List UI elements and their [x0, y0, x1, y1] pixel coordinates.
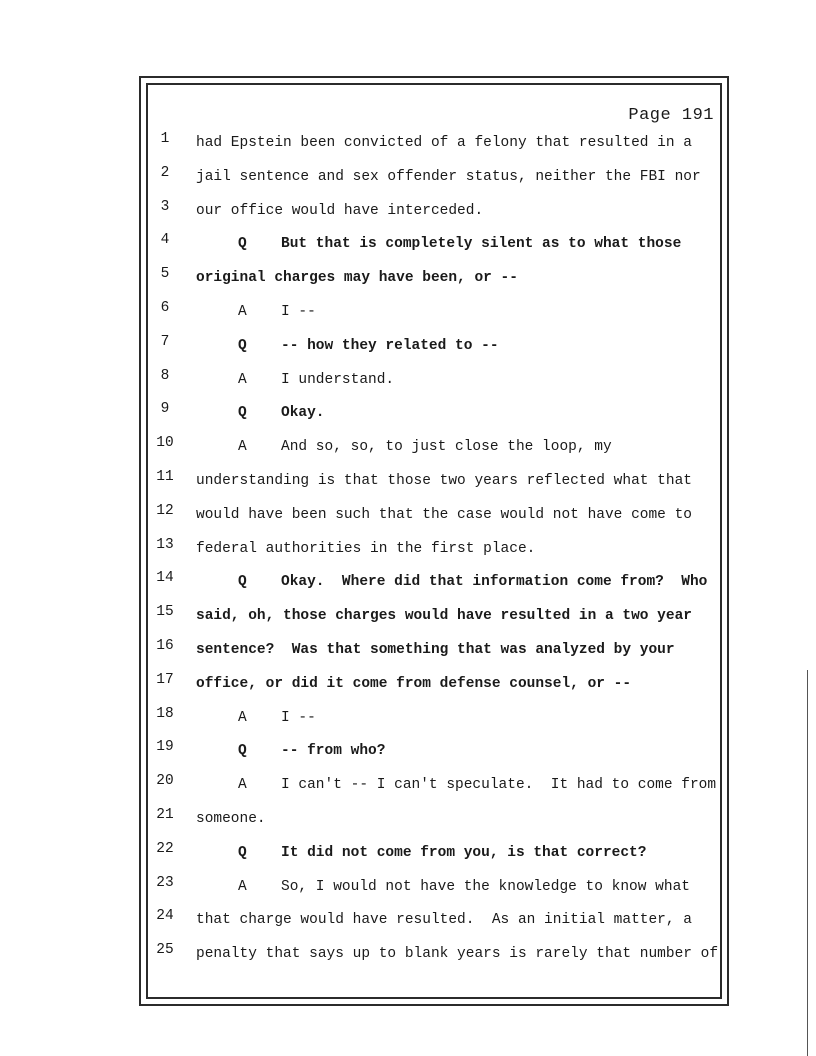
line-text: said, oh, those charges would have resulted in a two year: [196, 608, 692, 625]
line-number: 11: [156, 469, 174, 485]
question-marker: Q: [238, 337, 247, 354]
line-text: understanding is that those two years reflected what that: [196, 473, 692, 489]
answer-marker: A: [238, 777, 247, 794]
transcript-line: [0, 672, 816, 696]
line-number: 23: [156, 874, 174, 891]
line-text: -- how they related to --: [281, 337, 499, 354]
transcript-line: [0, 199, 816, 223]
line-number: 9: [160, 401, 170, 418]
transcript-line: [0, 570, 816, 594]
line-number: 3: [160, 198, 170, 215]
transcript-line: [0, 300, 816, 324]
line-number: 18: [156, 705, 174, 722]
transcript-line: [0, 334, 816, 358]
line-text: that charge would have resulted. As an initial matter, a: [196, 912, 692, 929]
transcript-line: [0, 401, 816, 425]
line-number: 16: [156, 638, 174, 654]
line-number: 10: [156, 435, 174, 452]
line-text: I --: [281, 304, 316, 320]
line-text: I understand.: [281, 371, 395, 388]
line-text: original charges may have been, or --: [196, 270, 518, 287]
page-number: Page 191: [628, 106, 714, 125]
line-number: 24: [156, 908, 174, 925]
line-number: 25: [156, 942, 174, 959]
line-text: jail sentence and sex offender status, neither the FBI nor: [196, 168, 701, 185]
line-text: But that is completely silent as to what those: [281, 236, 682, 253]
line-text: So, I would not have the knowledge to know what: [281, 878, 690, 895]
transcript-line: [0, 435, 816, 459]
line-text: I --: [281, 709, 316, 726]
line-text: I can't -- I can't speculate. It had to come from: [281, 777, 717, 794]
transcript-line: [0, 165, 816, 189]
answer-marker: A: [238, 304, 247, 320]
question-marker: Q: [238, 743, 247, 760]
transcript-line: [0, 537, 816, 561]
question-marker: Q: [238, 574, 247, 591]
transcript-line: [0, 266, 816, 290]
question-marker: Q: [238, 844, 247, 861]
line-text: And so, so, to just close the loop, my: [281, 439, 612, 456]
line-text: Okay. Where did that information come from? Who: [281, 574, 708, 591]
question-marker: Q: [238, 236, 247, 253]
line-text: would have been such that the case would not have come to: [196, 506, 692, 523]
line-number: 6: [160, 300, 170, 316]
answer-marker: A: [238, 371, 247, 388]
line-text: federal authorities in the first place.: [196, 540, 536, 557]
line-text: penalty that says up to blank years is rarely that number of: [196, 946, 719, 963]
line-number: 4: [160, 232, 170, 249]
answer-marker: A: [238, 439, 247, 456]
transcript-line: [0, 131, 816, 155]
transcript-line: [0, 739, 816, 763]
line-text: office, or did it come from defense counsel, or --: [196, 675, 632, 692]
line-number: 8: [160, 367, 170, 384]
transcript-line: [0, 638, 816, 662]
line-number: 19: [156, 739, 174, 756]
line-number: 7: [160, 333, 170, 350]
line-number: 17: [156, 671, 174, 688]
transcript-line: [0, 875, 816, 899]
line-number: 22: [156, 840, 174, 857]
line-number: 14: [156, 570, 174, 587]
line-number: 2: [160, 164, 170, 181]
transcript-line: [0, 773, 816, 797]
transcript-line: [0, 908, 816, 932]
transcript-line: [0, 706, 816, 730]
transcript-line: [0, 368, 816, 392]
line-text: Okay.: [281, 405, 325, 422]
line-number: 12: [156, 502, 174, 519]
transcript-line: [0, 232, 816, 256]
question-marker: Q: [238, 405, 247, 422]
line-text: -- from who?: [281, 743, 386, 760]
line-number: 1: [160, 131, 170, 147]
answer-marker: A: [238, 709, 247, 726]
line-text: had Epstein been convicted of a felony that resulted in a: [196, 135, 692, 151]
line-number: 5: [160, 266, 170, 283]
answer-marker: A: [238, 878, 247, 895]
transcript-line: [0, 604, 816, 628]
transcript-line: [0, 503, 816, 527]
line-number: 21: [156, 807, 174, 823]
transcript-line: [0, 807, 816, 831]
transcript-line: [0, 841, 816, 865]
line-number: 13: [156, 536, 174, 553]
transcript-line: [0, 469, 816, 493]
line-text: It did not come from you, is that correct?: [281, 844, 647, 861]
line-text: someone.: [196, 811, 266, 827]
line-number: 15: [156, 604, 174, 621]
line-number: 20: [156, 773, 174, 790]
line-text: sentence? Was that something that was analyzed by your: [196, 642, 675, 658]
transcript-line: [0, 942, 816, 966]
line-text: our office would have interceded.: [196, 202, 484, 219]
